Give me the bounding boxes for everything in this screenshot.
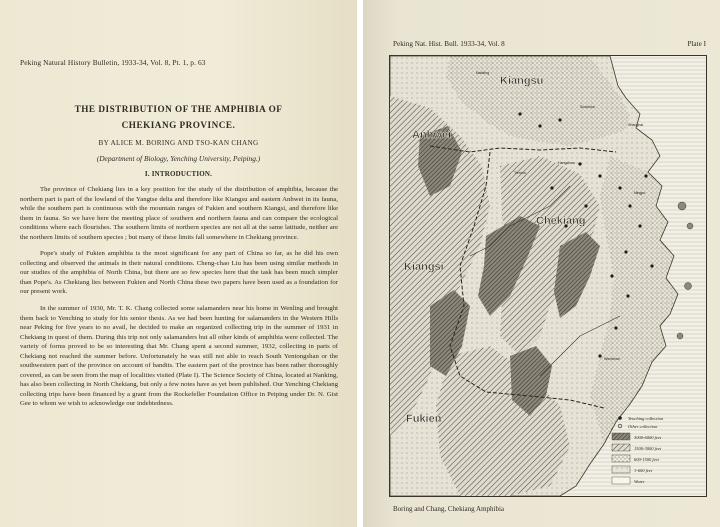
place-label: Ningpo — [634, 191, 646, 195]
legend-swatch — [612, 433, 630, 440]
place-label: Wenchow — [604, 357, 620, 361]
place-label: Nanking — [476, 71, 490, 75]
section-heading: I. INTRODUCTION. — [144, 170, 213, 178]
legend-swatch — [612, 444, 630, 451]
plate-caption: Boring and Chang, Chekiang Amphibia — [393, 505, 505, 513]
region-label-kiangsi: Kiangsi — [404, 261, 444, 273]
island — [678, 202, 686, 210]
island — [677, 333, 683, 339]
legend-label: Yenching collection — [628, 416, 664, 421]
body-text — [20, 185, 338, 416]
place-label: Shanghai — [628, 123, 644, 127]
legend-label: 3000-6000 feet — [634, 435, 662, 440]
island — [687, 223, 693, 229]
region-label-chekiang: Chekiang — [536, 215, 586, 227]
legend-label: 1500-3000 feet — [634, 446, 662, 451]
plate-running-header: Peking Nat. Hist. Bull. 1933-34, Vol. 8 — [393, 40, 505, 48]
place-label: Hangchow — [558, 161, 575, 165]
paragraph-3: In the summer of 1930, Mr. T. K. Chang collected some salamanders near his home in Wenling and brought them back to Yenching to study for his senior thesis. As we had been hunting for salamanders in the Western Hills near Peking for five years to no avail, he decided to make an organized collecting trip in the summer of 1931 in Chekiang in quest of them. During this trip not only salamanders but all other kinds of amphibia were collected. The variety of forms proved to be so interesting that Mr. Chang spent a second summer, 1932, collecting in parts of Chekiang not reached the summer before. Unfortunately he was still not able to reach South Yentongshan or the southwestern part of the province on account of bandits. The eastern part of the province has been rather thoroughly covered, as can be seen from the map of localities visited (Plate I). The Science Society of China, located at Nanking, has also been collecting in North Chekiang, but only a few notes have as yet been published. Our Yenching Chekiang collecting trips have been financed by a grant from the Rockefeller Foundation Office in Peiping under Dr. N. Gist Gee to whom we wish to acknowledge our indebtedness. — [20, 305, 338, 408]
region-label-fukien: Fukien — [406, 413, 442, 425]
legend-label: 1-600 feet — [634, 468, 653, 473]
running-header: Peking Natural History Bulletin, 1933-34, Vol. 8, Pt. 1, p. 63 — [20, 58, 206, 67]
legend-swatch — [612, 466, 630, 473]
affiliation: (Department of Biology, Yenching University, Peiping.) — [96, 154, 261, 163]
paragraph-2: Pope's study of Fukien amphibia is the most significant for any part of China so far, as he did his own collecting and observed the animals in their natural conditions. Cheng-chao Liu has been using similar methods in our studies of the amphibia of North China, but there are so few species here that the task has been much simpler than Pope's. As Chekiang lies between Fukien and North China these two papers have been used as a foundation for our present work. — [20, 250, 338, 296]
island — [685, 283, 692, 290]
region-label-kiangsu: Kiangsu — [500, 75, 544, 87]
left-page — [0, 0, 357, 527]
map-svg — [390, 56, 706, 496]
legend-label: 600-1500 feet — [634, 457, 659, 462]
region-label-anhwei: Anhwei — [412, 129, 452, 141]
paragraph-1: The province of Chekiang lies in a key position for the study of the distribution of amphibia, because the northern part is part of the lowland of the Yangtse delta and therefore like Kiangsu and eastern Anhwei in its fauna, while the southern part is continuous with the mountain ranges of Fukien and southern Kiangsi, and therefore like them in fauna. So we have here the meeting place of southern and northern fauna and can compare the ecological conditions where each flourishes. The southern limits of northern species are not all at the same latitude, neither are the northern limits of southern species ; but many of these limits fall somewhere in Chekiang province. — [20, 186, 338, 241]
legend-label: Water — [634, 479, 645, 484]
locality-map — [389, 55, 707, 497]
legend-swatch — [612, 455, 630, 462]
place-label: Tienmu — [514, 171, 526, 175]
article-title — [0, 101, 357, 133]
right-page — [363, 0, 720, 527]
title-line-2: CHEKIANG PROVINCE. — [121, 120, 236, 130]
authors: BY ALICE M. BORING AND TSO-KAN CHANG — [98, 139, 259, 147]
place-label: Soochow — [580, 105, 595, 109]
legend-label: Other collection — [628, 424, 658, 429]
legend-swatch — [612, 477, 630, 484]
title-line-1: THE DISTRIBUTION OF THE AMPHIBIA OF — [74, 104, 283, 114]
legend-symbol-yenching — [618, 416, 622, 420]
plate-number: Plate I — [687, 40, 706, 48]
